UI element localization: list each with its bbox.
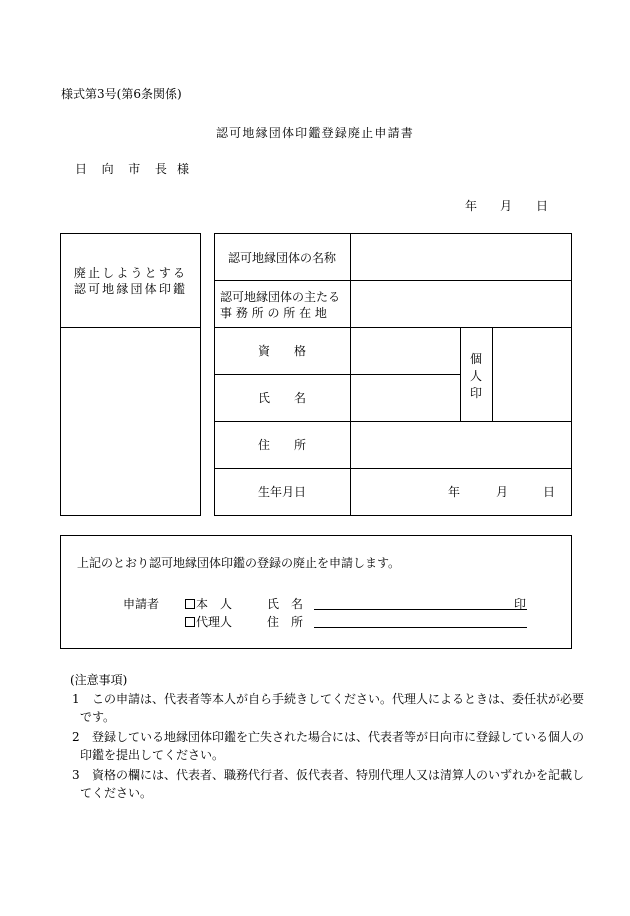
birthdate-year-label: 年 xyxy=(448,485,461,499)
addressee-honorific: 様 xyxy=(177,162,190,176)
org-address-field[interactable] xyxy=(351,281,571,327)
qualification-label: 資 格 xyxy=(257,344,306,358)
applicant-name-field[interactable] xyxy=(314,594,514,609)
note-3-number: 3 xyxy=(72,768,80,782)
personal-seal-label-2: 人 xyxy=(470,369,483,383)
applicant-address-line xyxy=(314,627,527,628)
note-2-line2: 印鑑を提出してください。 xyxy=(80,748,225,762)
applicant-label: 申請者 xyxy=(123,597,160,611)
personal-seal-label-3: 印 xyxy=(470,386,483,400)
personal-seal-label-1: 個 xyxy=(470,352,483,366)
option-self-label: 本 人 xyxy=(196,597,233,611)
page-title: 認可地縁団体印鑑登録廃止申請書 xyxy=(215,126,414,140)
note-3-line1: 資格の欄には、代表者、職務代行者、仮代表者、特別代理人又は清算人のいずれかを記載し xyxy=(92,768,585,782)
name-label: 氏 名 xyxy=(257,391,306,405)
seal-box-label-line2: 認可地縁団体印鑑 xyxy=(73,282,188,296)
option-agent-label: 代理人 xyxy=(196,615,233,629)
form-number: 様式第3号(第6条関係) xyxy=(61,87,182,101)
note-3-line2: てください。 xyxy=(80,786,153,800)
note-1-number: 1 xyxy=(72,692,80,706)
applicant-name-label: 氏 名 xyxy=(267,597,304,611)
applicant-name-line xyxy=(314,609,527,610)
org-name-field[interactable] xyxy=(351,234,571,280)
applicant-address-field[interactable] xyxy=(314,612,527,627)
org-name-label: 認可地縁団体の名称 xyxy=(228,251,337,265)
option-self-checkbox[interactable] xyxy=(185,599,195,609)
date-day-label: 日 xyxy=(536,199,549,213)
address-field[interactable] xyxy=(351,422,571,468)
application-box xyxy=(60,535,572,649)
name-field[interactable] xyxy=(351,375,460,421)
note-2-line1: 登録している地縁団体印鑑を亡失された場合には、代表者等が日向市に登録している個人の xyxy=(92,730,585,744)
birthdate-month-label: 月 xyxy=(496,485,509,499)
seal-impression-area[interactable] xyxy=(66,332,195,510)
birthdate-label: 生年月日 xyxy=(257,485,306,499)
note-1-line2: です。 xyxy=(80,710,116,724)
addressee: 日 向 市 長 xyxy=(75,162,173,176)
personal-seal-field[interactable] xyxy=(493,328,571,421)
applicant-address-label: 住 所 xyxy=(267,615,304,629)
birthdate-day-label: 日 xyxy=(543,485,556,499)
application-statement: 上記のとおり認可地縁団体印鑑の登録の廃止を申請します。 xyxy=(77,556,401,570)
option-agent-checkbox[interactable] xyxy=(185,617,195,627)
seal-box-divider xyxy=(60,327,201,328)
address-label: 住 所 xyxy=(257,438,306,452)
notes-heading: (注意事項) xyxy=(70,673,128,687)
applicant-seal-mark: 印 xyxy=(514,597,527,611)
note-2-number: 2 xyxy=(72,730,80,744)
date-year-label: 年 xyxy=(465,199,478,213)
birthdate-field[interactable] xyxy=(351,469,571,515)
note-1-line1: この申請は、代表者等本人が自ら手続きしてください。代理人によるときは、委任状が必要 xyxy=(92,692,585,706)
date-month-label: 月 xyxy=(500,199,513,213)
qualification-field[interactable] xyxy=(351,328,460,374)
seal-box-label-line1: 廃止しようとする xyxy=(73,266,188,280)
org-address-label-line1: 認可地縁団体の主たる xyxy=(220,290,341,304)
org-address-label-line2: 事 務 所 の 所 在 地 xyxy=(220,306,327,320)
